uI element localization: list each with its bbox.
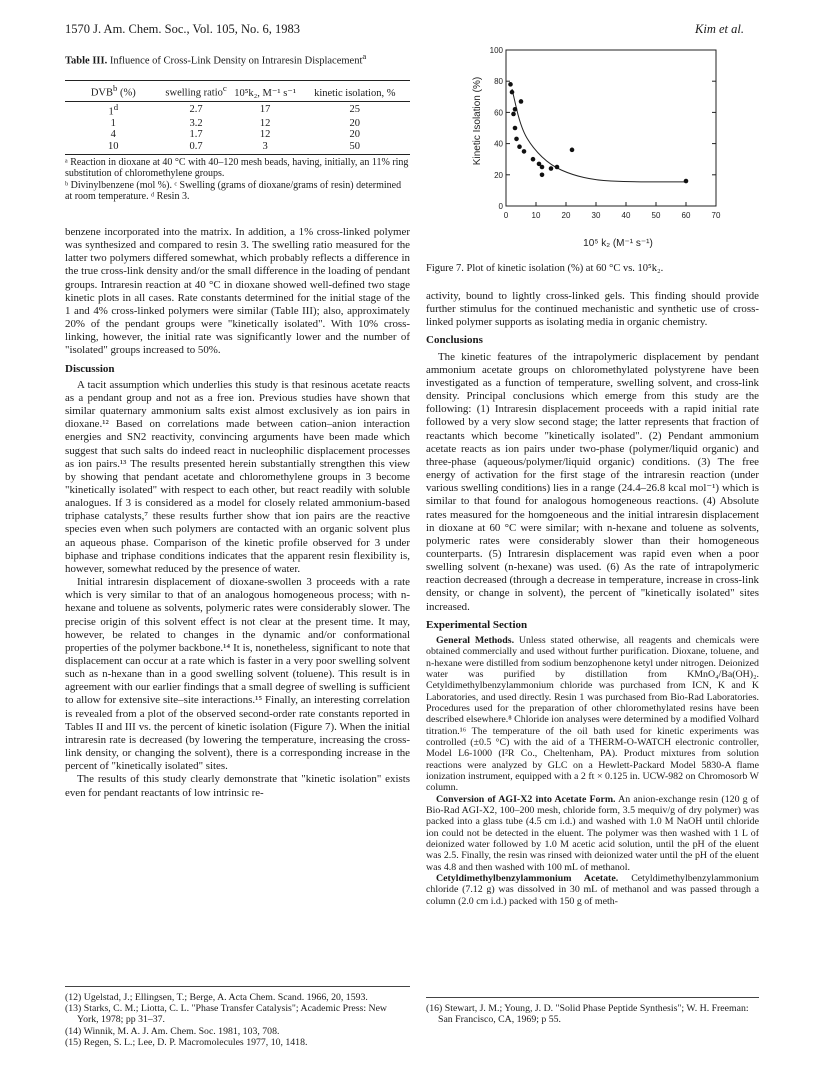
data-point <box>555 165 560 170</box>
fit-curve <box>512 89 686 182</box>
table-iii <box>65 80 410 155</box>
paragraph: activity, bound to lightly cross-linked gels. This finding should provide further stimulus for the continued mechanistic and synthetic use of cross-linked polymer supports as isolating media in organic chemistry. <box>426 290 759 329</box>
data-point <box>540 165 545 170</box>
table-row: 10 0.7 3 50 <box>65 141 410 155</box>
footnote: (12) Ugelstad, J.; Ellingsen, T.; Berge, A. Acta Chem. Scand. 1966, 20, 1593. <box>65 992 368 1003</box>
data-point <box>519 99 524 104</box>
paragraph: Conversion of AGI-X2 into Acetate Form. An anion-exchange resin (120 g of Bio-Rad AGI-X2, 100–200 mesh, chloride form, 3.5 mequiv/g of dry polymer) was packed into a glass tube (4.5 cm i.d.) and washed with 1.0 M NaOH until chloride ion could not be detected in the eluent. The polymer was then washed with 1 L of deionized water followed by 1.0 M acetic acid solution, until the pH of the eluent was 2.5. Finally, the resin was rinsed with deionized water until the pH of the eluent was 4.8 and then washed with 100 mL of methanol. <box>426 793 759 873</box>
table-footnotes <box>65 157 410 202</box>
y-tick-label: 40 <box>494 139 503 149</box>
x-tick-label: 20 <box>561 211 571 220</box>
x-tick-label: 0 <box>503 211 509 220</box>
data-point <box>508 82 513 87</box>
paragraph: The results of this study clearly demonstrate that "kinetic isolation" exists even for pendant reactants of low intrinsic re- <box>65 773 410 799</box>
col-header-dvb: DVB$^b$ (%) <box>65 81 162 102</box>
y-tick-label: 80 <box>494 77 503 87</box>
section-heading-experimental: Experimental Section <box>426 618 528 631</box>
paragraph: A tacit assumption which underlies this study is that resinous acetate reacts as a pendant group and not as a free ion. Previous studies have shown that similar quaternary ammonium salts exist almost exclusively as ion pairs in dioxane.¹² Based on correlations made between cation–anion interaction energies and SN2 reactivity, convincing arguments have been made which suggest that such salts do indeed react in nucleophilic displacement processes as ion pairs.¹³ The results presented herein substantially strengthen this view by showing that pendant acetate and chloromethylene groups in 3 become "kinetically isolated" with respect to each other, but react readily with soluble analogues. If 3 is considered as a model for closely related ammonium-based triphase catalysts,⁷ these results further show that ion pairs are the reactive species even when such polymers are contacted with an organic solvent plus an aqueous phase. Comparison of the kinetic profile observed for 3 under biphase and triphase conditions indicates that the apparent resin flexibility is, however, somewhat reduced by the presence of water. <box>65 378 410 575</box>
y-tick-label: 60 <box>494 108 503 118</box>
paragraph: Initial intraresin displacement of dioxane-swollen 3 proceeds with a rate which is very similar to that of an analogous homogeneous process; with n-hexane and toluene as solvents, polymeric rates were considerably slower. The precise origin of this solvent effect is not clear at the present time. It may, however, be related to changes in the dynamic and/or conformational properties of the polymer backbone.¹⁴ It is, nonetheless, significant to note that displacement can occur at a rate which is faster in a very poor swelling solvent such as n-hexane than in a good swelling solvent (toluene). This result is in agreement with our earlier findings that a small degree of swelling is sufficient to allow for extensive site–site interactions.¹⁵ Finally, an interesting correlation is revealed from a plot of the observed second-order rate constants reported in Tables II and III vs. the percent of kinetic isolation (Figure 7). When the initial intraresin rate is decreased (by lowering the temperature, increasing the cross-link density, or changing the solvent), there is a corresponding increase in the percent of "kinetically isolated" sites. <box>65 576 410 773</box>
left-column <box>65 226 410 800</box>
y-tick-label: 100 <box>489 46 503 55</box>
table-caption: Table III. Influence of Cross-Link Density on Intraresin Displacement$^a$ <box>65 51 367 67</box>
paragraph: The kinetic features of the intrapolymeric displacement by pendant ammonium acetate groups on chloromethylated polystyrene have been investigated as a function of temperature, swelling solvent, and cross-link density. Principal conclusions which emerge from this study are the following: (1) Intraresin displacement proceeds with a rapid initial rate followed by a very slow second stage; the latter represents that fraction of reactants which become "kinetically isolated". (2) Pendant ammonium acetate reacts as ion pairs under two-phase (polymer/liquid organic) and three-phase (aqueous/polymer/liquid organic) conditions. (3) The free energy of activation for the first stage of the intraresin reaction (under various swelling conditions) lies in a range (24.4–26.8 kcal mol⁻¹) which is similar to that found for analogous homogeneous reactions. (4) Absolute rates measured for the homgoeneous and the initial intraresin displacement in dioxane at 60 °C were similar; with n-hexane and toluene as solvents, polymeric rates were considerably slower than their homogeneous counterparts. (5) Intraresin displacement was rapid even when a poor swelling solvent (n-hexane) was used. (6) As the rate of intrapolymeric reaction decreased (through a decrease in temperature, increase in cross-link density, or change in solvent), the percent of "kinetically isolated" sites increased. <box>426 350 759 613</box>
figure-7-chart <box>468 46 728 256</box>
author-header: Kim et al. <box>695 22 744 36</box>
data-point <box>513 126 518 131</box>
table-row: 1 3.2 12 20 <box>110 117 361 129</box>
col-header-swelling: swelling ratio$^c$ <box>162 81 231 102</box>
data-point <box>522 149 527 154</box>
data-point <box>511 112 516 117</box>
figure-caption: Figure 7. Plot of kinetic isolation (%) at 60 °C vs. 10⁵k₂. <box>426 263 664 274</box>
chart-points <box>508 82 688 183</box>
section-heading-discussion: Discussion <box>65 362 115 375</box>
col-header-k2: 10⁵k₂, M⁻¹ s⁻¹ <box>231 81 300 102</box>
y-tick-label: 20 <box>494 170 503 180</box>
data-point <box>549 166 554 171</box>
footnotes-left <box>65 986 410 1048</box>
x-tick-label: 30 <box>591 211 601 220</box>
paragraph: benzene incorporated into the matrix. In addition, a 1% cross-linked polymer was synthesized and compared to resin 3. The swelling ratio measured for the latter two polymers differed somewhat, which probably reflects a difference in the true cross-link density and/or the small difference in the loading of pendant groups. Intraresin reaction at 40 °C in dioxane showed well-defined two stage kinetic plots in all cases. Rate constants determined for the initial stage of the 1 and 4% cross-linked polymers were similar (Table III); also, approximately 20% of the pendant groups were "kinetically isolated". With 10% cross-linking, however, the initial rate was significantly lower and the number of "isolated" groups increased to 50%. <box>65 226 410 357</box>
paragraph: General Methods. Unless stated otherwise, all reagents and chemicals were obtained commercially and used without further purification. Dioxane, toluene, and n-hexane were distilled from sodium benzophenone ketyl under nitrogen. Deionized water was purified by distillation from KMnO₄/Ba(OH)₂. Cetyldimethylbenzylammonium chloride was purchased from ICN, K and K Laboratories, and used directly. Resin 1 was purchased from Bio-Rad Laboratories. Procedures used for the preparation of other chloromethylated resins have been described elsewhere.⁸ Chloride ion analyses were determined by a modified Volhard titration.¹⁶ The temperature of the oil bath used for kinetic experiments was controlled (±0.5 °C) with the aid of a THERM-O-WATCH electronic controller, Model L6-1000 (I²R Co., Cheltenham, PA). Product mixtures from solution reactions were analyzed by GLC on a Hewlett-Packard Model 5830-A flame ionization instrument, equipped with a 2 ft × 0.125 in. UCW-982 on Chromosorb W column. <box>426 634 760 794</box>
table-note: ᵇ Divinylbenzene (mol %). ᶜ Swelling (grams of dioxane/grams of resin) determined at room temperature. ᵈ Resin 3. <box>65 179 402 202</box>
table-note: ᵃ Reaction in dioxane at 40 °C with 40–120 mesh beads, having, initially, an 11% ring substitution of chloromethylene groups. <box>65 157 409 180</box>
running-header: 1570 J. Am. Chem. Soc., Vol. 105, No. 6, 1983 <box>65 22 300 36</box>
data-point <box>514 137 519 142</box>
footnote: (16) Stewart, J. M.; Young, J. D. "Solid Phase Peptide Synthesis"; W. H. Freeman: San Francisco, CA, 1969; p 55. <box>426 1003 749 1026</box>
x-tick-label: 10 <box>531 211 541 220</box>
right-column <box>426 290 759 907</box>
data-point <box>513 107 518 112</box>
y-axis-label: Kinetic Isolation (%) <box>472 76 483 166</box>
data-point <box>570 148 575 153</box>
runin-heading: Cetyldimethylbenzylammonium Acetate. <box>436 873 619 885</box>
footnote: (14) Winnik, M. A. J. Am. Chem. Soc. 1981, 103, 708. <box>65 1025 280 1037</box>
table-row: 1$^d$ 2.7 17 25 <box>108 101 361 117</box>
table-title: Influence of Cross-Link Density on Intraresin Displacement <box>109 55 363 67</box>
x-tick-label: 70 <box>711 211 721 220</box>
footnote: (13) Starks, C. M.; Liotta, C. L. "Phase Transfer Catalysis"; Academic Press: New York, 1978; pp 31–37. <box>65 1003 388 1026</box>
col-header-isolation: kinetic isolation, % <box>300 81 410 102</box>
y-tick-label: 0 <box>498 202 503 211</box>
x-tick-label: 50 <box>651 211 661 220</box>
x-tick-label: 40 <box>621 211 631 220</box>
runin-heading: Conversion of AGI-X2 into Acetate Form. <box>436 793 616 805</box>
experimental-section <box>426 635 759 907</box>
footnotes-right <box>426 997 759 1025</box>
data-point <box>540 173 545 178</box>
footnote: (15) Regen, S. L.; Lee, D. P. Macromolecules 1977, 10, 1418. <box>65 1036 308 1048</box>
x-tick-label: 60 <box>681 211 691 220</box>
section-heading-conclusions: Conclusions <box>426 334 483 347</box>
table-label: Table III. <box>65 55 108 67</box>
paragraph: Cetyldimethylbenzylammonium Acetate. Cetyldimethylbenzylammonium chloride (7.12 g) was dissolved in 30 mL of methanol and was passed through a column (2.0 cm i.d.) packed with 150 g of meth- <box>426 873 759 907</box>
data-point <box>531 157 536 162</box>
data-point <box>684 179 689 184</box>
table-row: 4 1.7 12 20 <box>110 129 361 140</box>
x-axis-label: 10⁵ k₂ (M⁻¹ s⁻¹) <box>583 238 653 249</box>
data-point <box>517 144 522 149</box>
runin-heading: General Methods. <box>436 634 515 646</box>
data-point <box>510 90 515 95</box>
